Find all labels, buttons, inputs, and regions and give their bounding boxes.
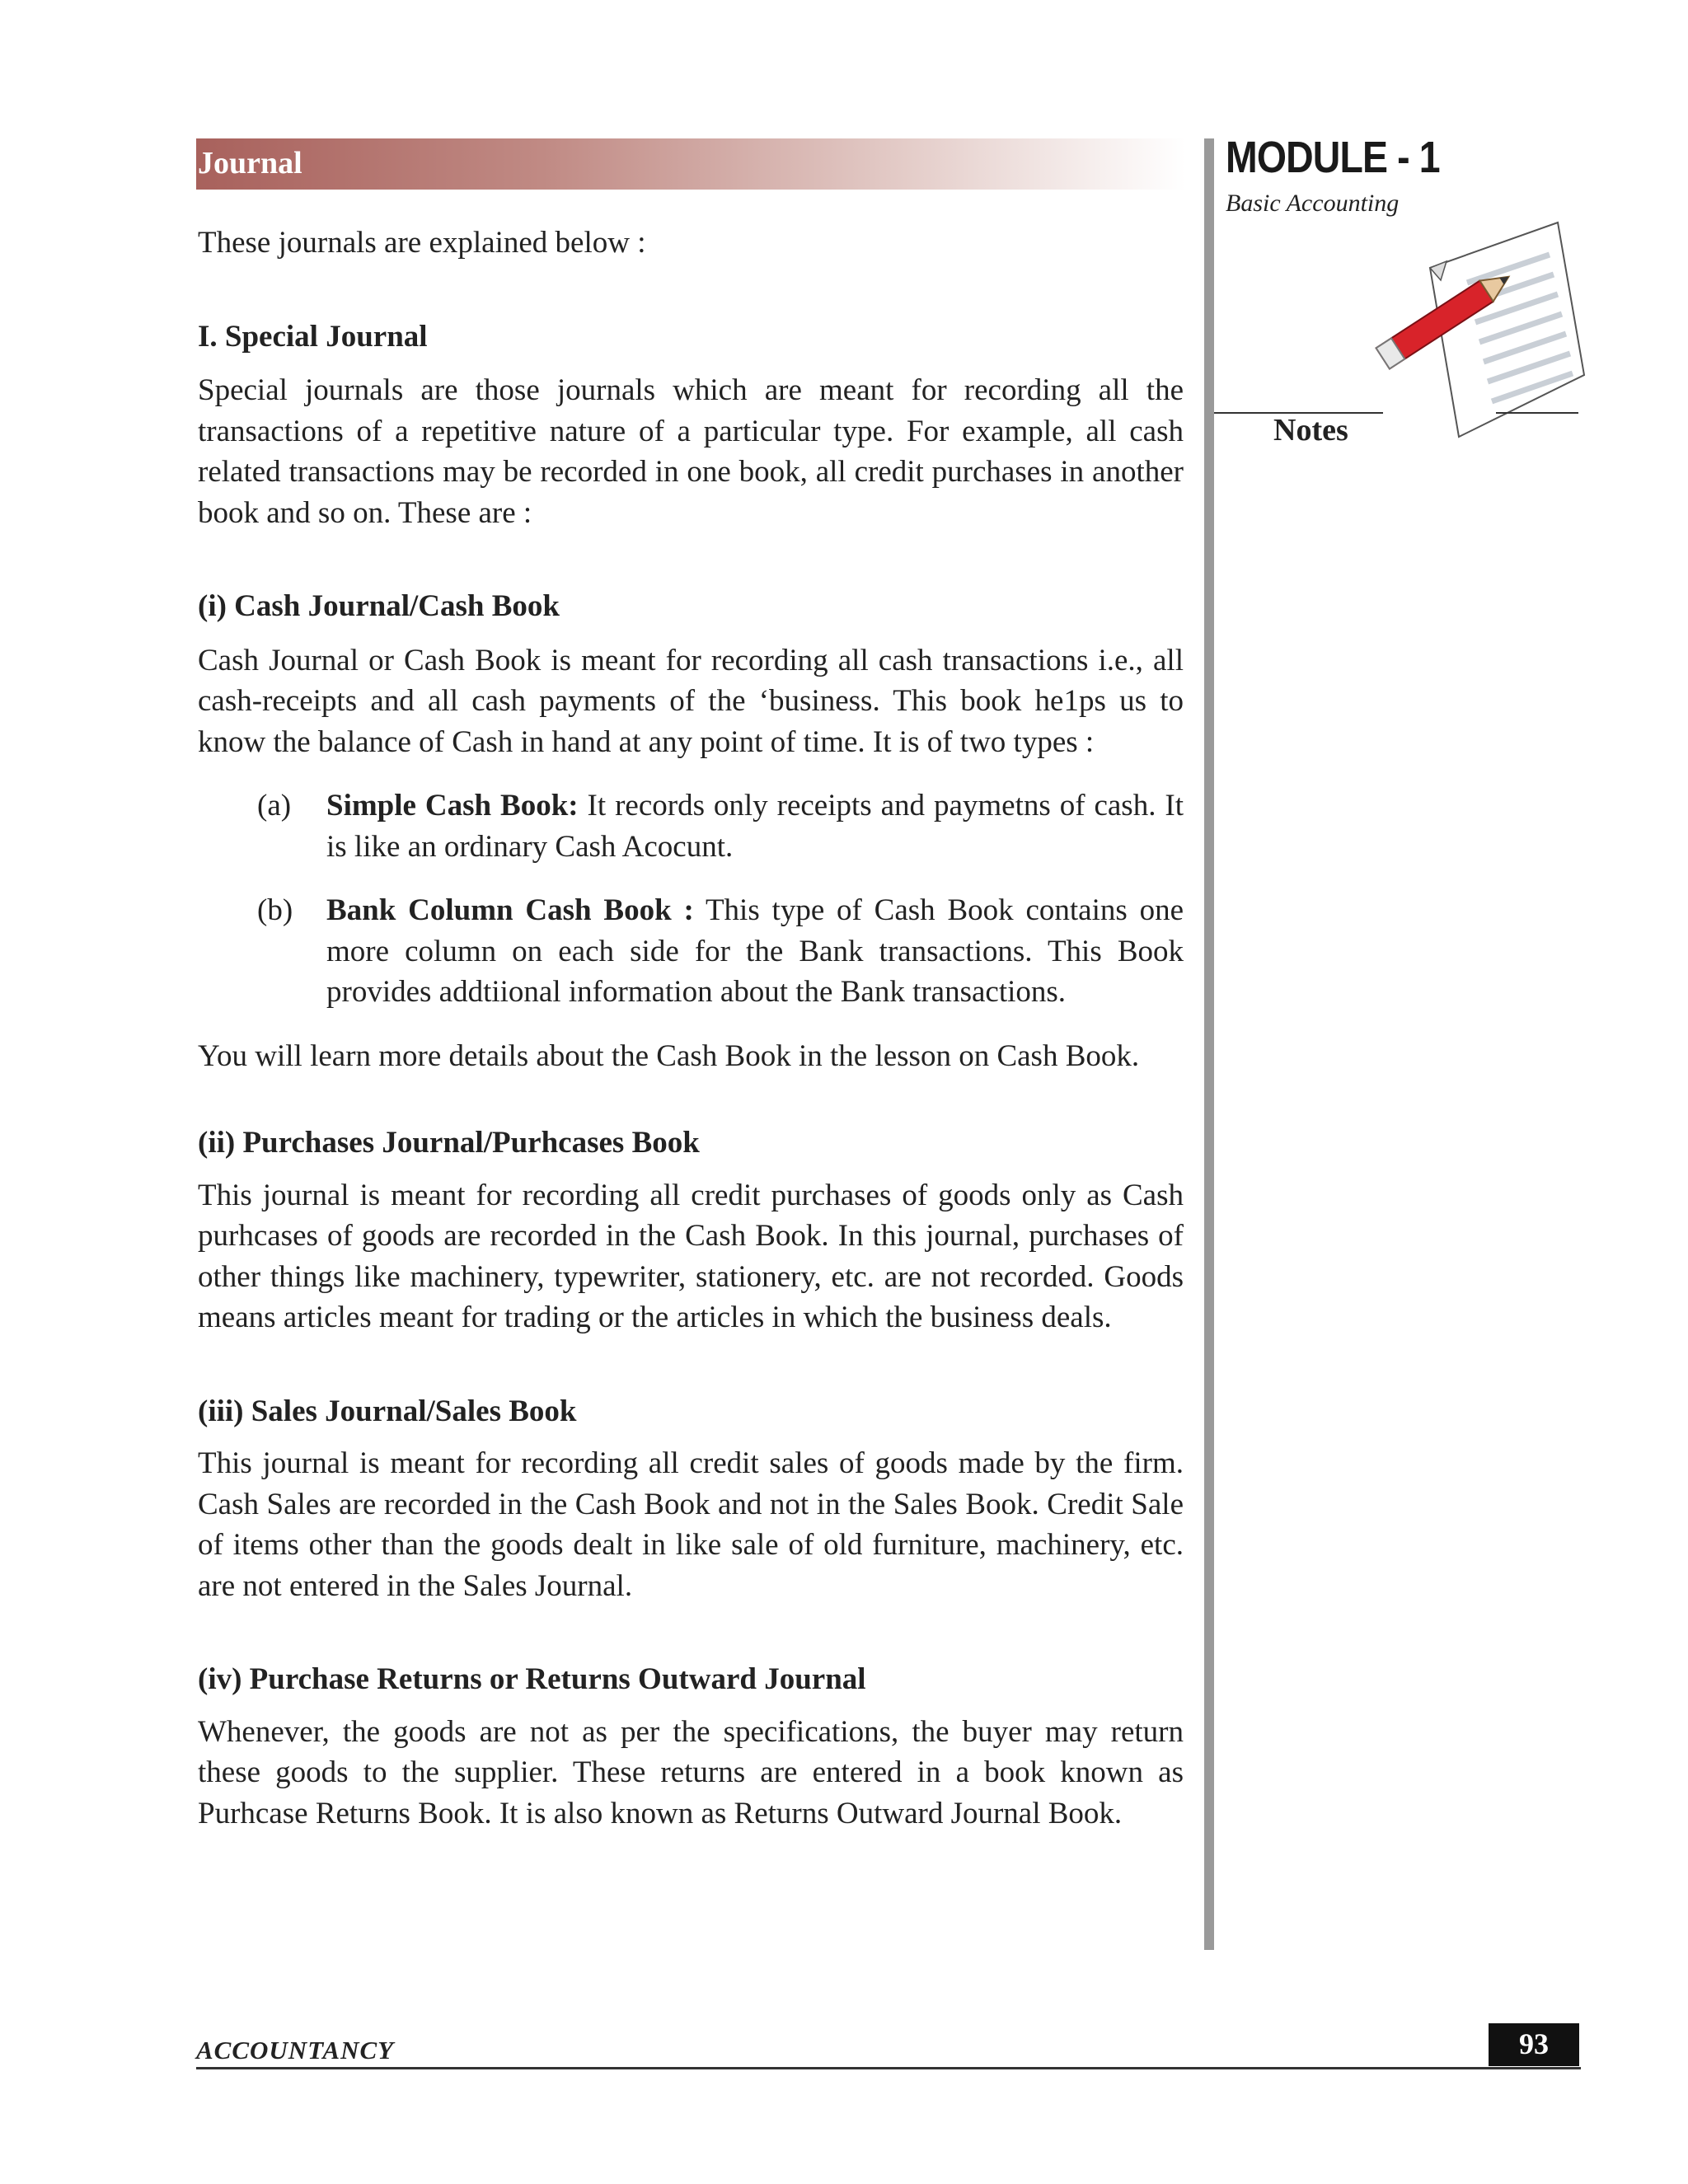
list-item — [198, 785, 1184, 867]
list-item — [198, 890, 1184, 1013]
list-term: Simple Cash Book: — [326, 789, 579, 823]
returns-journal-title: (iv) Purchase Returns or Returns Outward Journal — [198, 1662, 866, 1696]
notepad-pencil-icon — [1368, 218, 1587, 449]
list-marker: (b) — [257, 893, 293, 927]
sales-journal-text: This journal is meant for recording all credit sales of goods made by the firm. Cash Sales are recorded in the Cash Book and not in the Sales Book. Credit Sale of items other than the goods dealt in like sale of old furniture, machinery, etc. are not entered in the Sales Journal. — [198, 1446, 1184, 1603]
special-journal-title: I. Special Journal — [198, 319, 428, 354]
list-term: Bank Column Cash Book : — [326, 893, 694, 927]
list-marker: (a) — [257, 789, 292, 823]
module-title: MODULE - 1 — [1226, 133, 1440, 182]
cash-journal-text: Cash Journal or Cash Book is meant for recording all cash transactions i.e., all cash-receipts and all cash payments of the ‘business. This book he1ps us to know the balance of Cash in hand at any point of time. It is of two types : — [198, 643, 1184, 759]
list-text: This type of Cash Book contains one more column on each side for the Bank transactions. This Book provides addtiional information about the Bank transactions. — [326, 893, 1184, 1009]
notes-rule-right — [1496, 412, 1578, 414]
purchases-journal-title: (ii) Purchases Journal/Purhcases Book — [198, 1126, 700, 1160]
cash-journal-title: (i) Cash Journal/Cash Book — [198, 589, 560, 623]
cash-book-closing: You will learn more details about the Cash Book in the lesson on Cash Book. — [198, 1038, 1140, 1073]
intro-text: These journals are explained below : — [198, 226, 646, 260]
sales-journal-title: (iii) Sales Journal/Sales Book — [198, 1394, 577, 1428]
main-content — [198, 223, 1184, 1834]
section-header-band — [196, 138, 1185, 190]
module-subtitle: Basic Accounting — [1226, 190, 1400, 217]
page-number: 93 — [1489, 2023, 1579, 2066]
special-journal-text: Special journals are those journals which are meant for recording all the transactions of a repetitive nature of a particular type. For example, all cash related transactions may be recorded in one book, all credit purchases in another book and so on. These are : — [198, 373, 1184, 530]
footer-subject: ACCOUNTANCY — [196, 2036, 395, 2064]
notes-label: Notes — [1273, 413, 1348, 448]
margin-divider — [1204, 138, 1214, 1950]
list-text: It records only receipts and paymetns of cash. It is like an ordinary Cash Acocunt. — [326, 789, 1184, 864]
section-header-label: Journal — [198, 146, 302, 180]
footer-rule — [196, 2067, 1581, 2069]
returns-journal-text: Whenever, the goods are not as per the specifications, the buyer may return these goods to the supplier. These returns are entered in a book known as Purhcase Returns Book. It is also known as Returns Outward Journal Book. — [198, 1714, 1184, 1830]
purchases-journal-text: This journal is meant for recording all credit purchases of goods only as Cash purhcases of goods are recorded in the Cash Book. In this journal, purchases of other things like machinery, typewriter, stationery, etc. are not recorded. Goods means articles meant for trading or the articles in which the business deals. — [198, 1178, 1184, 1334]
